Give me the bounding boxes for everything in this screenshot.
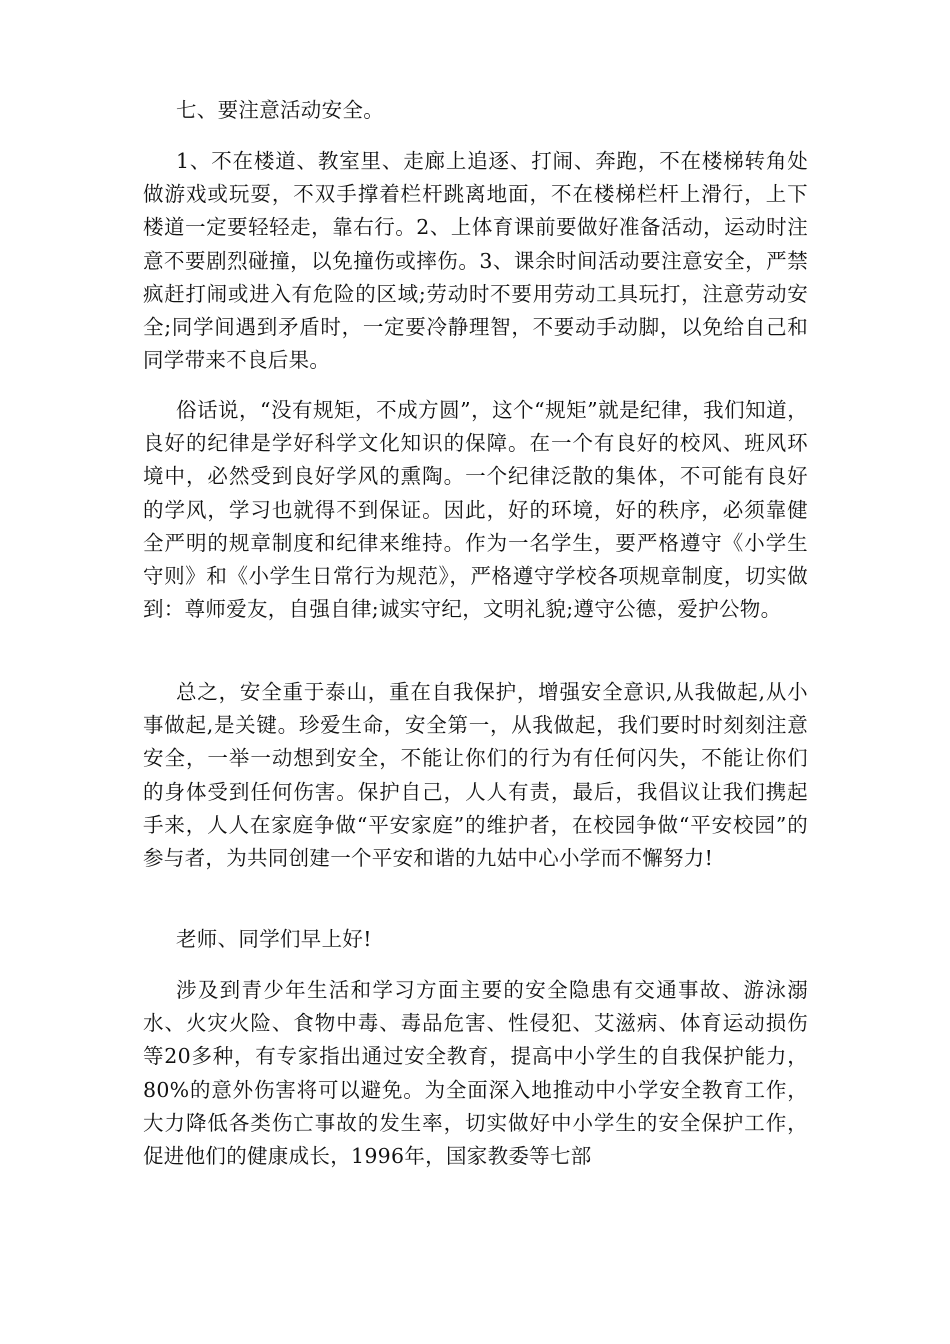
paragraph-discipline: 俗话说，“没有规矩，不成方圆”，这个“规矩”就是纪律，我们知道，良好的纪律是学好科学文化知识的保障。在一个有良好的校风、班风环境中，必然受到良好学风的熏陶。一个纪律泛散的集体，不可能有良好的学风，学习也就得不到保证。因此，好的环境，好的秩序，必须靠健全严明的规章制度和纪律来维持。作为一名学生，要严格遵守《小学生守则》和《小学生日常行为规范》，严格遵守学校各项规章制度，切实做到：尊师爱友，自强自律;诚实守纪，文明礼貌;遵守公德，爱护公物。 bbox=[143, 398, 808, 622]
paragraph-activity-rules: 1、不在楼道、教室里、走廊上追逐、打闹、奔跑，不在楼梯转角处做游戏或玩耍，不双手撑着栏杆跳离地面，不在楼梯栏杆上滑行，上下楼道一定要轻轻走，靠右行。2、上体育课前要做好准备活动，运动时注意不要剧烈碰撞，以免撞伤或摔伤。3、课余时间活动要注意安全，严禁疯赶打闹或进入有危险的区域;劳动时不要用劳动工具玩打，注意劳动安全;同学间遇到矛盾时，一定要冷静理智，不要动手动脚，以免给自己和同学带来不良后果。 bbox=[143, 149, 808, 373]
section-heading-activity-safety: 七、要注意活动安全。 bbox=[176, 98, 384, 122]
paragraph-safety-hazards: 涉及到青少年生活和学习方面主要的安全隐患有交通事故、游泳溺水、火灾火险、食物中毒、毒品危害、性侵犯、艾滋病、体育运动损伤等20多种，有专家指出通过安全教育，提高中小学生的自我保护能力，80%的意外伤害将可以避免。为全面深入地推动中小学安全教育工作，大力降低各类伤亡事故的发生率，切实做好中小学生的安全保护工作，促进他们的健康成长，1996年，国家教委等七部 bbox=[143, 978, 808, 1169]
paragraph-greeting: 老师、同学们早上好! bbox=[176, 927, 372, 951]
paragraph-conclusion: 总之，安全重于泰山，重在自我保护，增强安全意识,从我做起,从小事做起,是关键。珍爱生命，安全第一，从我做起，我们要时时刻刻注意安全，一举一动想到安全，不能让你们的行为有任何闪失，不能让你们的身体受到任何伤害。保护自己，人人有责，最后，我倡议让我们携起手来，人人在家庭争做“平安家庭”的维护者，在校园争做“平安校园”的参与者，为共同创建一个平安和谐的九姑中心小学而不懈努力! bbox=[143, 680, 808, 871]
